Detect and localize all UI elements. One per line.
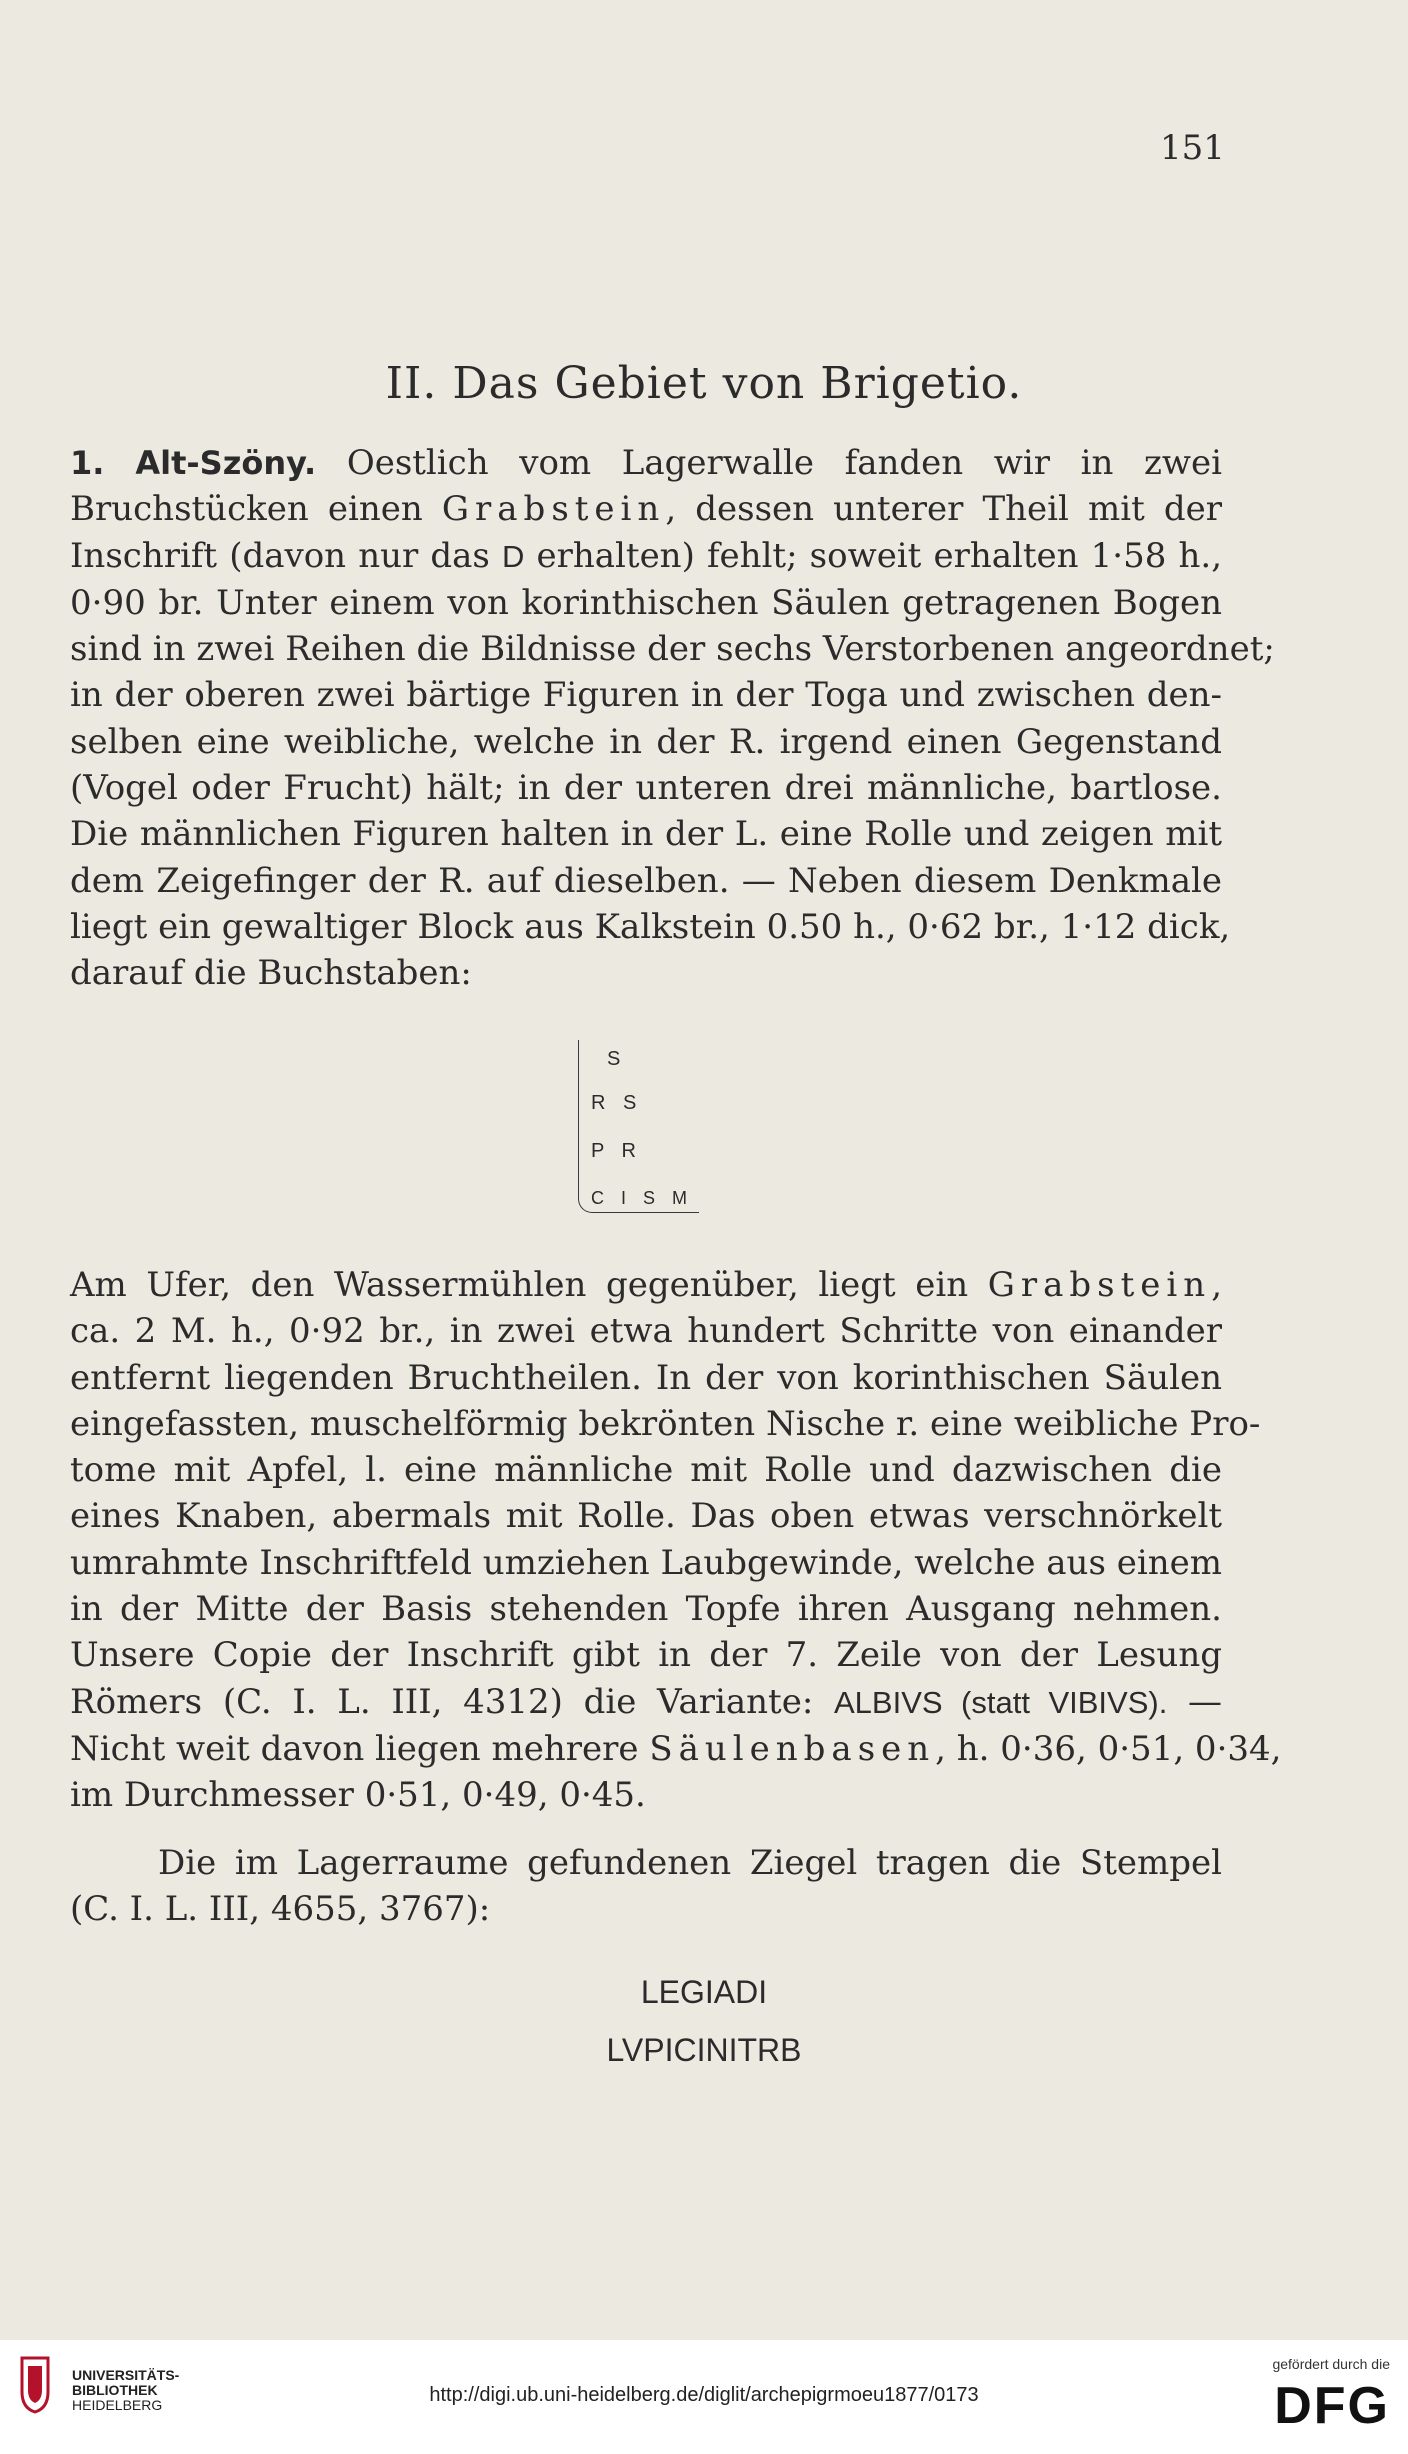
text-line: (C. I. L. III, 4655, 3767): (70, 1889, 491, 1930)
text-line: in der Mitte der Basis stehenden Topfe ihren Ausgang nehmen. (70, 1589, 1222, 1630)
text-line: Die im Lagerraume gefundenen Ziegel tragen die Stempel (158, 1843, 1222, 1883)
section-heading: II. Das Gebiet von Brigetio. (385, 358, 1023, 409)
paragraph-1 (70, 440, 1275, 997)
text-line: (Vogel oder Frucht) hält; in der unteren drei männliche, bartlose. (70, 768, 1222, 809)
text-line: eines Knaben, abermals mit Rolle. Das oben etwas verschnörkelt (70, 1496, 1222, 1537)
text-line: selben eine weibliche, welche in der R. irgend einen Gegenstand (70, 721, 1222, 762)
stamp-lvpicinitrb: LVPICINITRB (606, 2032, 802, 2068)
paragraph-3 (70, 1840, 1222, 1933)
inscription-row: P R (591, 1140, 642, 1162)
library-name: UNIVERSITÄTS- BIBLIOTHEK HEIDELBERG (72, 2367, 180, 2413)
funded-by-text: gefördert durch die (1272, 2356, 1390, 2372)
text-line: Am Ufer, den Wassermühlen gegenüber, liegt ein Grabstein, (70, 1265, 1222, 1305)
text-line: liegt ein gewaltiger Block aus Kalkstein 0.50 h., 0·62 br., 1·12 dick, (70, 906, 1231, 947)
inscription-row: S (607, 1048, 627, 1070)
dfg-logo: DFG (1274, 2377, 1390, 2435)
source-url-link[interactable]: http://digi.ub.uni-heidelberg.de/diglit/archepigrmoeu1877/0173 (429, 2384, 979, 2406)
text-line: Unsere Copie der Inschrift gibt in der 7. Zeile von der Lesung (70, 1635, 1222, 1676)
stamp-legiadi: LEGIADI (640, 1974, 768, 2010)
text-line: 0·90 br. Unter einem von korinthischen Säulen getragenen Bogen (70, 582, 1222, 623)
text-line: Römers (C. I. L. III, 4312) die Variante: ALBIVS (statt VIBIVS). — (70, 1681, 1222, 1722)
text-line: ca. 2 M. h., 0·92 br., in zwei etwa hundert Schritte von einander (70, 1311, 1222, 1352)
inscription-block (578, 1040, 699, 1213)
text-line: 1. Alt-Szöny. Oestlich vom Lagerwalle fanden wir in zwei (70, 443, 1223, 483)
text-line: sind in zwei Reihen die Bildnisse der sechs Verstorbenen angeordnet; (70, 629, 1275, 670)
page-number: 151 (1160, 128, 1225, 168)
text-line: Nicht weit davon liegen mehrere Säulenbasen, h. 0·36, 0·51, 0·34, (70, 1728, 1282, 1769)
section-label: 1. Alt-Szöny. (70, 444, 317, 482)
paragraph-2 (70, 1262, 1282, 1819)
text-line: umrahmte Inschriftfeld umziehen Laubgewinde, welche aus einem (70, 1542, 1222, 1583)
text-line: eingefassten, muschelförmig bekrönten Nische r. eine weibliche Pro- (70, 1403, 1261, 1444)
text-line: in der oberen zwei bärtige Figuren in der Toga und zwischen den- (70, 675, 1222, 716)
text-line: Bruchstücken einen Grabstein, dessen unterer Theil mit der (70, 489, 1223, 530)
text-line: Die männlichen Figuren halten in der L. eine Rolle und zeigen mit (70, 814, 1222, 855)
text-line: im Durchmesser 0·51, 0·49, 0·45. (70, 1775, 646, 1816)
text-line: tome mit Apfel, l. eine männliche mit Rolle und dazwischen die (70, 1450, 1222, 1491)
text-line: dem Zeigefinger der R. auf dieselben. — Neben diesem Denkmale (70, 860, 1222, 901)
text-line: darauf die Buchstaben: (70, 953, 472, 994)
inscription-row: R S (591, 1092, 643, 1114)
inscription-row: C I S M (591, 1188, 694, 1208)
text-line: Inschrift (davon nur das D erhalten) fehlt; soweit erhalten 1·58 h., (70, 535, 1223, 576)
text-line: entfernt liegenden Bruchtheilen. In der von korinthischen Säulen (70, 1357, 1222, 1398)
